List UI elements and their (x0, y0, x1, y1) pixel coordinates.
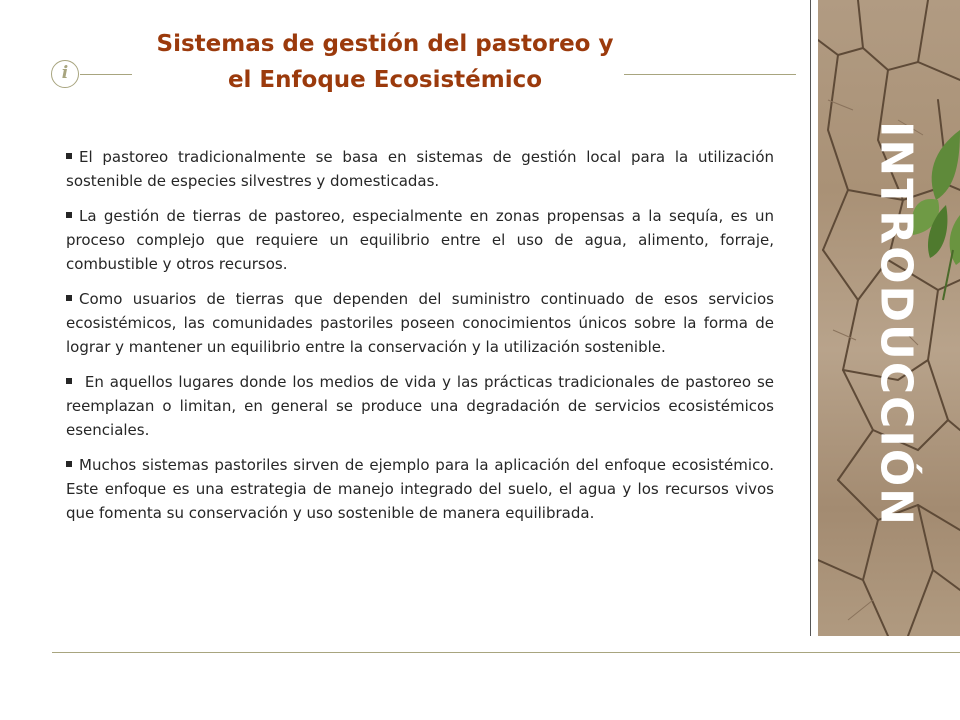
square-bullet-icon (66, 378, 72, 384)
plant-leaves (912, 130, 960, 300)
square-bullet-icon (66, 295, 72, 301)
square-bullet-icon (66, 212, 72, 218)
title-rule-right (624, 74, 796, 75)
vertical-divider (810, 0, 811, 636)
bullet-paragraph (66, 204, 774, 276)
bullet-paragraph (66, 287, 774, 359)
bullet-text: El pastoreo tradicionalmente se basa en sistemas de gestión local para la utilización sostenible de especies silvestres y domesticadas. (66, 148, 774, 190)
cracked-earth-photo (818, 0, 960, 636)
section-label-text: INTRODUCCIÓN (870, 121, 922, 527)
bullet-paragraph (66, 453, 774, 525)
bullet-text: Muchos sistemas pastoriles sirven de ejemplo para la aplicación del enfoque ecosistémico. Este enfoque es una estrategia de manejo integrado del suelo, el agua y los recursos vivos que fomenta su conservación y uso sostenible de manera equilibrada. (66, 456, 774, 522)
title-rule-left (80, 74, 132, 75)
square-bullet-icon (66, 153, 72, 159)
title-line-1: Sistemas de gestión del pastoreo y (156, 31, 614, 57)
square-bullet-icon (66, 461, 72, 467)
info-icon: i (51, 60, 79, 88)
slide-title (140, 26, 630, 98)
bullet-text: Como usuarios de tierras que dependen del suministro continuado de esos servicios ecosistémicos, las comunidades pastoriles poseen conocimientos únicos sobre la forma de lograr y mantener un equilibrio entre la conservación y la utilización sostenible. (66, 290, 774, 356)
bullet-list (66, 145, 774, 536)
bullet-text: La gestión de tierras de pastoreo, especialmente en zonas propensas a la sequía, es un proceso complejo que requiere un equilibrio entre el uso de agua, alimento, forraje, combustible y otros recursos. (66, 207, 774, 273)
cracked-earth-texture (818, 0, 960, 636)
footer-rule (52, 652, 960, 653)
bullet-text: En aquellos lugares donde los medios de vida y las prácticas tradicionales de pastoreo se reemplazan o limitan, en general se produce una degradación de servicios ecosistémicos esenciales. (66, 373, 774, 439)
title-line-2: el Enfoque Ecosistémico (227, 67, 543, 93)
bullet-paragraph (66, 145, 774, 193)
bullet-paragraph (66, 370, 774, 442)
